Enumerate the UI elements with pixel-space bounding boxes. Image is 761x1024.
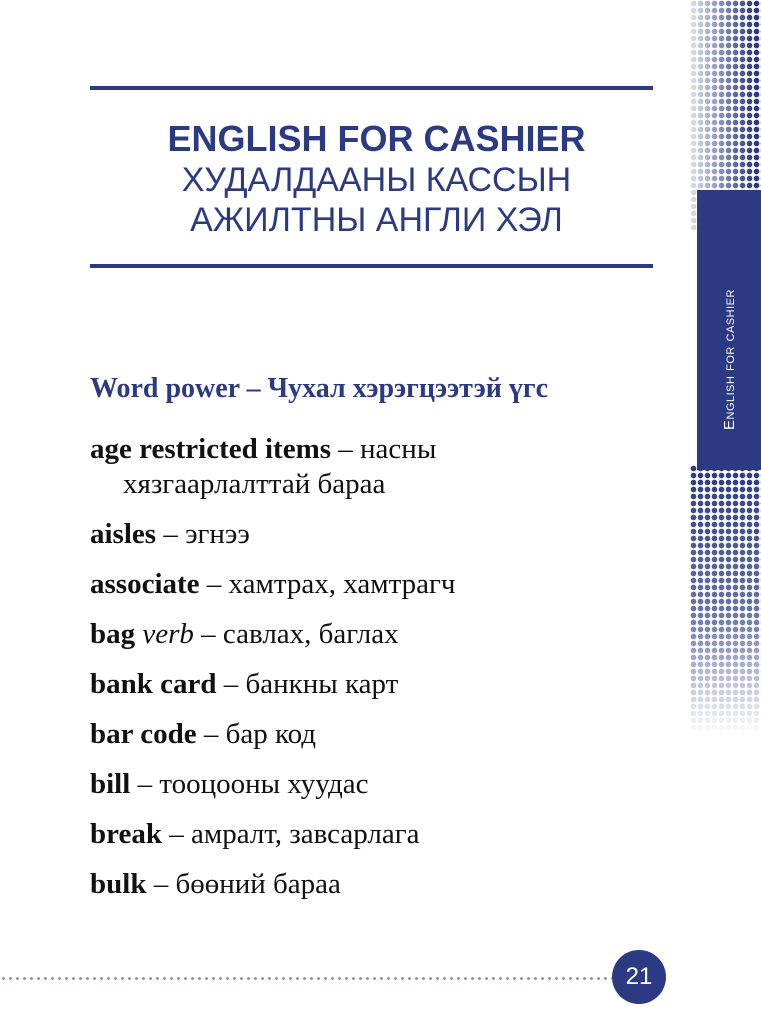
page-title-mongolian-line-1: ХУДАЛДААНЫ КАССЫН [181,161,572,199]
vocabulary-entry [90,517,670,552]
entry-term: associate [90,568,200,600]
title-rule-bottom [90,264,653,268]
vocabulary-entry [90,867,670,902]
entry-dash: – [338,433,361,465]
entry-translation: тооцооны хуудас [159,768,369,800]
vocabulary-entry [90,717,670,752]
entry-part-of-speech: verb [142,618,194,650]
page-title-english: ENGLISH FOR CASHIER [167,118,586,159]
entry-dash: – [206,568,229,600]
section-heading: Word power – Чухал хэрэгцээтэй үгс [90,373,549,404]
entry-translation: банкны карт [245,668,399,700]
entry-term: bag [90,618,136,650]
entry-term: aisles [90,518,157,550]
title-block [90,118,663,240]
entry-translation: амралт, завсарлага [190,818,420,850]
entry-term: age restricted items [90,433,332,465]
entry-translation: насны [360,433,437,465]
entry-term: break [90,818,162,850]
footer-dotted-line [0,977,612,980]
entry-term: bulk [90,868,147,900]
entry-translation: хамтрах, хамтрагч [228,568,456,600]
entry-term: bill [90,768,131,800]
entry-term: bar code [90,718,197,750]
entry-dash: – [153,868,176,900]
entry-translation: бөөний бараа [175,868,341,900]
entry-translation: бар код [225,718,317,750]
vocabulary-entry [90,617,670,652]
vocabulary-entry [90,767,670,802]
entry-translation-continued: хязгаарлалттай бараа [123,468,386,500]
page-title-mongolian-line-2: АЖИЛТНЫ АНГЛИ ХЭЛ [190,201,563,239]
entry-dash: – [163,518,186,550]
vocabulary-entry [90,567,670,602]
entry-term: bank card [90,668,217,700]
side-tab [697,190,761,470]
vocabulary-entry [90,432,670,502]
entry-translation: савлах, баглах [222,618,399,650]
halftone-decoration-bottom [690,465,761,735]
vocabulary-entry [90,667,670,702]
page-number-badge: 21 [612,950,666,1004]
vocabulary-list [90,432,670,917]
side-tab-label: English for cashier [720,289,738,430]
entry-dash: – [137,768,160,800]
entry-translation: эгнээ [185,518,250,550]
entry-dash: – [203,718,226,750]
entry-dash: – [201,618,223,650]
vocabulary-entry [90,817,670,852]
entry-dash: – [169,818,191,850]
title-rule-top [90,86,653,90]
entry-dash: – [223,668,246,700]
